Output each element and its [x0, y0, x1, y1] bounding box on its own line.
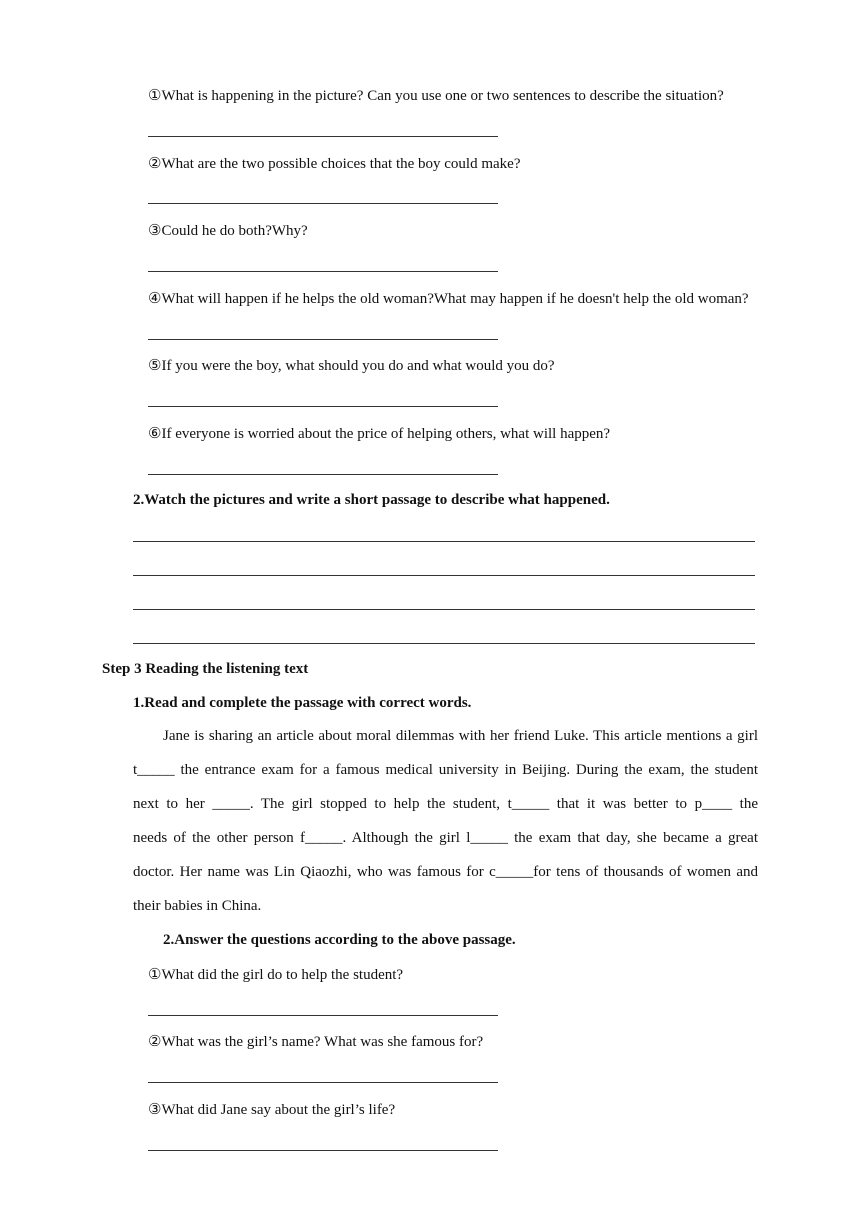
passage-line-5: doctor. Her name was Lin Qiaozhi, who was famous for c_____for tens of thousands of women and	[133, 864, 758, 880]
section-heading-step3: Step 3 Reading the listening text	[102, 661, 309, 677]
passage-question-1: ①What did the girl do to help the student?	[148, 967, 404, 983]
passage-line-1: Jane is sharing an article about moral dilemmas with her friend Luke. This article mentions a girl	[163, 728, 758, 744]
answer-line-3[interactable]	[148, 271, 498, 272]
answer-line-2[interactable]	[148, 203, 498, 204]
question-1: ①What is happening in the picture? Can you use one or two sentences to describe the situation?	[148, 88, 724, 104]
passage-answer-line-1[interactable]	[148, 1015, 498, 1016]
passage-line-3: next to her _____. The girl stopped to help the student, t_____ that it was better to p____ the	[133, 796, 758, 812]
task-heading-write-passage: 2.Watch the pictures and write a short passage to describe what happened.	[133, 492, 610, 508]
answer-line-6[interactable]	[148, 474, 498, 475]
task-heading-answer-questions: 2.Answer the questions according to the above passage.	[163, 932, 516, 948]
answer-line-5[interactable]	[148, 406, 498, 407]
question-3: ③Could he do both?Why?	[148, 223, 308, 239]
answer-line-4[interactable]	[148, 339, 498, 340]
question-2: ②What are the two possible choices that the boy could make?	[148, 156, 521, 172]
writing-line-1[interactable]	[133, 541, 755, 542]
passage-question-3: ③What did Jane say about the girl’s life?	[148, 1102, 396, 1118]
writing-line-2[interactable]	[133, 575, 755, 576]
passage-line-6: their babies in China.	[133, 898, 262, 914]
question-6: ⑥If everyone is worried about the price of helping others, what will happen?	[148, 426, 611, 442]
writing-line-3[interactable]	[133, 609, 755, 610]
question-5: ⑤If you were the boy, what should you do and what would you do?	[148, 358, 555, 374]
question-4: ④What will happen if he helps the old woman?What may happen if he doesn't help the old woman?	[148, 291, 749, 307]
passage-question-2: ②What was the girl’s name? What was she famous for?	[148, 1034, 484, 1050]
writing-line-4[interactable]	[133, 643, 755, 644]
task-heading-complete-passage: 1.Read and complete the passage with correct words.	[133, 695, 472, 711]
answer-line-1[interactable]	[148, 136, 498, 137]
passage-answer-line-2[interactable]	[148, 1082, 498, 1083]
passage-line-2: t_____ the entrance exam for a famous medical university in Beijing. During the exam, the student	[133, 762, 758, 778]
passage-line-4: needs of the other person f_____. Although the girl l_____ the exam that day, she became a great	[133, 830, 758, 846]
passage-answer-line-3[interactable]	[148, 1150, 498, 1151]
